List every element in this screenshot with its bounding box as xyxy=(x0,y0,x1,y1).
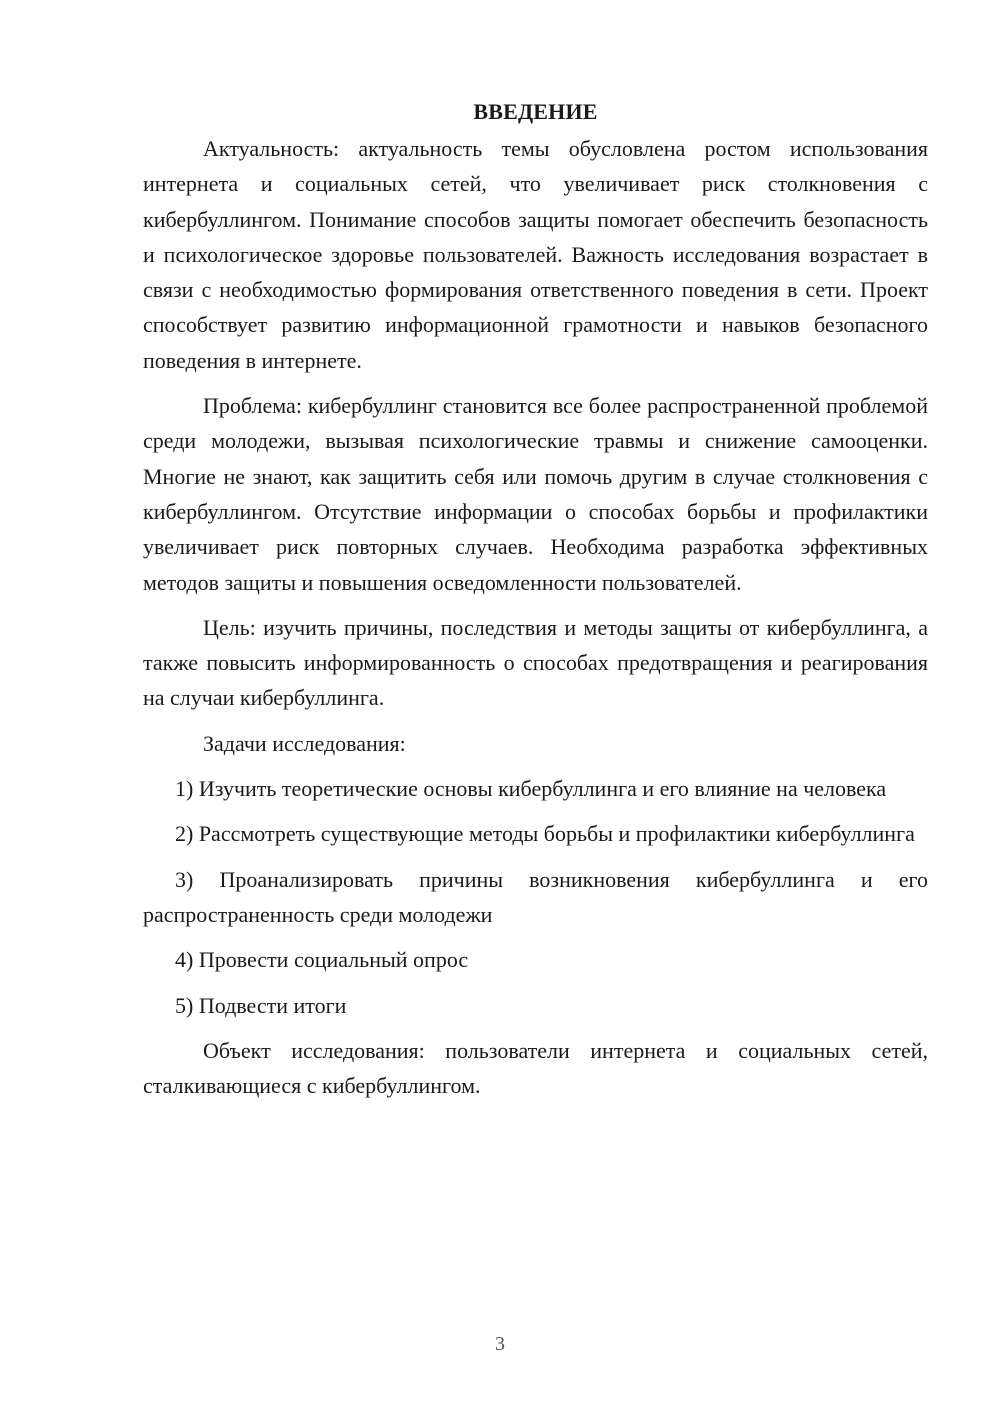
list-item: 4) Провести социальный опрос xyxy=(175,947,469,973)
list-item: 2) Рассмотреть существующие методы борьбы и профилактики кибербуллинга xyxy=(175,821,915,847)
tasks-list xyxy=(143,771,928,1023)
list-item: 3) Проанализировать причины возникновения кибербуллинга и его распространенность среди молодежи xyxy=(143,866,928,927)
list-item: 1) Изучить теоретические основы кибербуллинга и его влияние на человека xyxy=(175,776,887,802)
page-content xyxy=(143,94,928,1103)
page-number: 3 xyxy=(495,1333,505,1355)
goal-paragraph: Цель: изучить причины, последствия и методы защиты от кибербуллинга, а также повысить информированность о способах предотвращения и реагирования на случаи кибербуллинга. xyxy=(143,614,928,711)
page-title: ВВЕДЕНИЕ xyxy=(473,99,598,124)
list-item: 5) Подвести итоги xyxy=(175,992,347,1018)
problem-paragraph: Проблема: кибербуллинг становится все более распространенной проблемой среди молодежи, вызывая психологические травмы и снижение самооценки. Многие не знают, как защитить себя или помочь другим в случае столкновения с кибербуллингом. Отсутствие информации о способах борьбы и профилактики увеличивает риск повторных случаев. Необходима разработка эффективных методов защиты и повышения осведомленности пользователей. xyxy=(143,393,928,595)
tasks-heading: Задачи исследования: xyxy=(203,730,406,756)
object-paragraph: Объект исследования: пользователи интернета и социальных сетей, сталкивающиеся с кибербуллингом. xyxy=(143,1037,928,1099)
relevance-paragraph: Актуальность: актуальность темы обусловлена ростом использования интернета и социальных сетей, что увеличивает риск столкновения с кибербуллингом. Понимание способов защиты помогает обеспечить безопасность и психологическое здоровье пользователей. Важность исследования возрастает в связи с необходимостью формирования ответственного поведения в сети. Проект способствует развитию информационной грамотности и навыков безопасного поведения в интернете. xyxy=(143,136,928,373)
